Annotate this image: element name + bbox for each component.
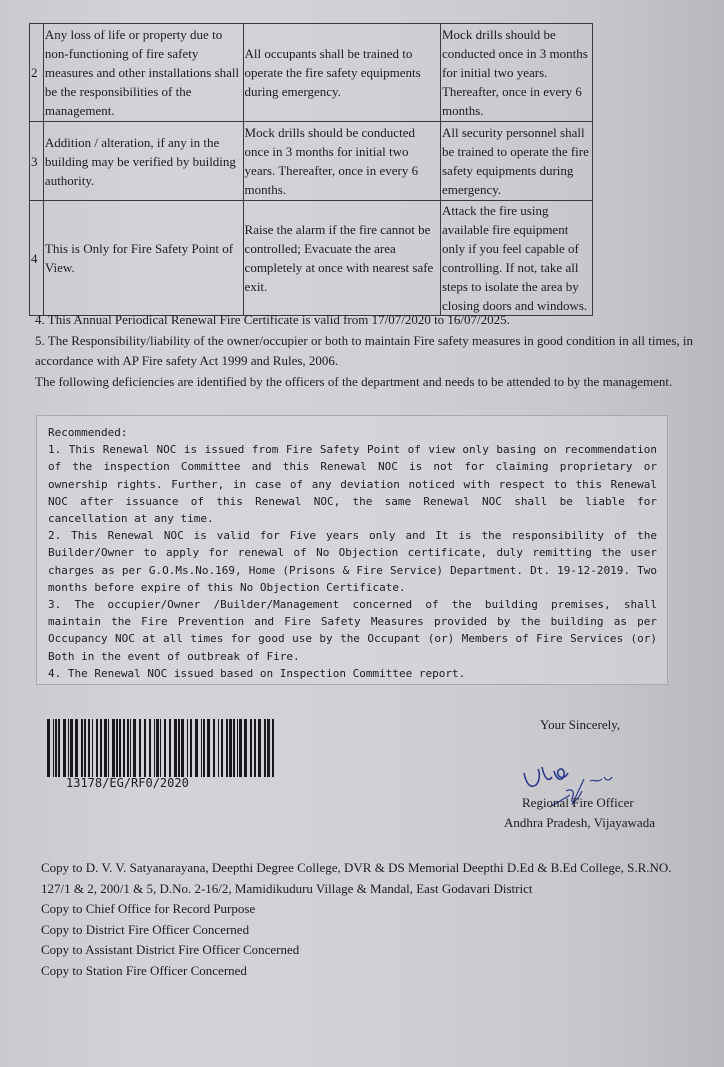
table-cell: All security personnel shall be trained to operate the fire safety equipments during emergency. <box>440 122 592 201</box>
recommended-item: 1. This Renewal NOC is issued from Fire Safety Point of view only basing on recommendation of the inspection Committee and this Renewal NOC is not for claiming proprietary or ownership rights. Further, in case of any deviation noticed with respect to this Renewal NOC after issuance of this Renewal NOC, the same Renewal NOC shall be liable for cancellation at any time. <box>48 443 657 526</box>
table-cell: Mock drills should be conducted once in 3 months for initial two years. Thereafter, once in every 6 months. <box>440 24 592 122</box>
officer-designation: Regional Fire Officer <box>522 795 634 810</box>
closing-text: Your Sincerely, <box>540 717 621 732</box>
row-number: 4 <box>30 201 44 316</box>
recommended-item: 3. The occupier/Owner /Builder/Management concerned of the building premises, shall maintain the Fire Prevention and Fire Safety Measures provided by the building as per Occupancy NOC at all times for good use by the Occupant (or) Members of Fire Services (or) Both in the event of outbreak of Fire. <box>48 598 657 663</box>
responsibility-note: 5. The Responsibility/liability of the owner/occupier or both to maintain Fire safety measures in good condition in all times, in accordance with AP Fire safety Act 1999 and Rules, 2006. <box>35 332 693 368</box>
barcode-number: 13178/EG/RF0/2020 <box>66 776 189 790</box>
copy-to-item: Copy to Assistant District Fire Officer Concerned <box>41 942 300 957</box>
recommended-heading: Recommended: <box>48 426 128 439</box>
table-cell: This is Only for Fire Safety Point of View. <box>43 201 243 316</box>
barcode <box>47 719 277 777</box>
table-row <box>30 201 593 316</box>
table-cell: Any loss of life or property due to non-functioning of fire safety measures and other installations shall be the responsibilities of the management. <box>43 24 243 122</box>
table-cell: All occupants shall be trained to operate the fire safety equipments during emergency. <box>243 24 440 122</box>
table-cell: Addition / alteration, if any in the building may be verified by building authority. <box>43 122 243 201</box>
copy-to-item: Copy to District Fire Officer Concerned <box>41 921 250 937</box>
row-number: 3 <box>30 122 44 201</box>
certificate-notes <box>35 310 693 392</box>
recommended-item: 2. This Renewal NOC is valid for Five years only and It is the responsibility of the Builder/Owner to apply for renewal of No Objection certificate, duly remitting the user charges as per G.O.Ms.No.169, Home (Prisons & Fire Service) Department. Dt. 19-12-2019. Two months before expire of this No Objection Certificate. <box>48 529 657 594</box>
validity-note: 4. This Annual Periodical Renewal Fire Certificate is valid from 17/07/2020 to 16/07/2025. <box>35 312 510 327</box>
copy-to-list <box>41 858 701 981</box>
table-cell: Mock drills should be conducted once in 3 months for initial two years. Thereafter, once in every 6 months. <box>243 122 440 201</box>
copy-to-item: Copy to D. V. V. Satyanarayana, Deepthi Degree College, DVR & DS Memorial Deepthi D.Ed & B.Ed College, S.R.NO. 127/1 & 2, 200/1 & 5, D.No. 2-16/2, Mamidikuduru Village & Mandal, East Godavari District <box>41 860 672 896</box>
barcode-bar <box>274 719 276 777</box>
deficiencies-note: The following deficiencies are identified by the officers of the department and needs to be attended to by the management. <box>35 373 673 389</box>
table-row <box>30 122 593 201</box>
officer-location: Andhra Pradesh, Vijayawada <box>504 815 655 830</box>
copy-to-item: Copy to Station Fire Officer Concerned <box>41 962 247 978</box>
copy-to-item: Copy to Chief Office for Record Purpose <box>41 901 256 916</box>
table-cell: Raise the alarm if the fire cannot be controlled; Evacuate the area completely at once with nearest safe exit. <box>243 201 440 316</box>
fire-safety-conditions-table <box>29 23 593 316</box>
recommended-item: 4. The Renewal NOC issued based on Inspection Committee report. <box>48 666 466 680</box>
recommended-box <box>36 415 668 685</box>
table-cell: Attack the fire using available fire equipment only if you feel capable of controlling. If not, take all steps to isolate the area by closing doors and windows. <box>440 201 592 316</box>
row-number: 2 <box>30 24 44 122</box>
table-row <box>30 24 593 122</box>
